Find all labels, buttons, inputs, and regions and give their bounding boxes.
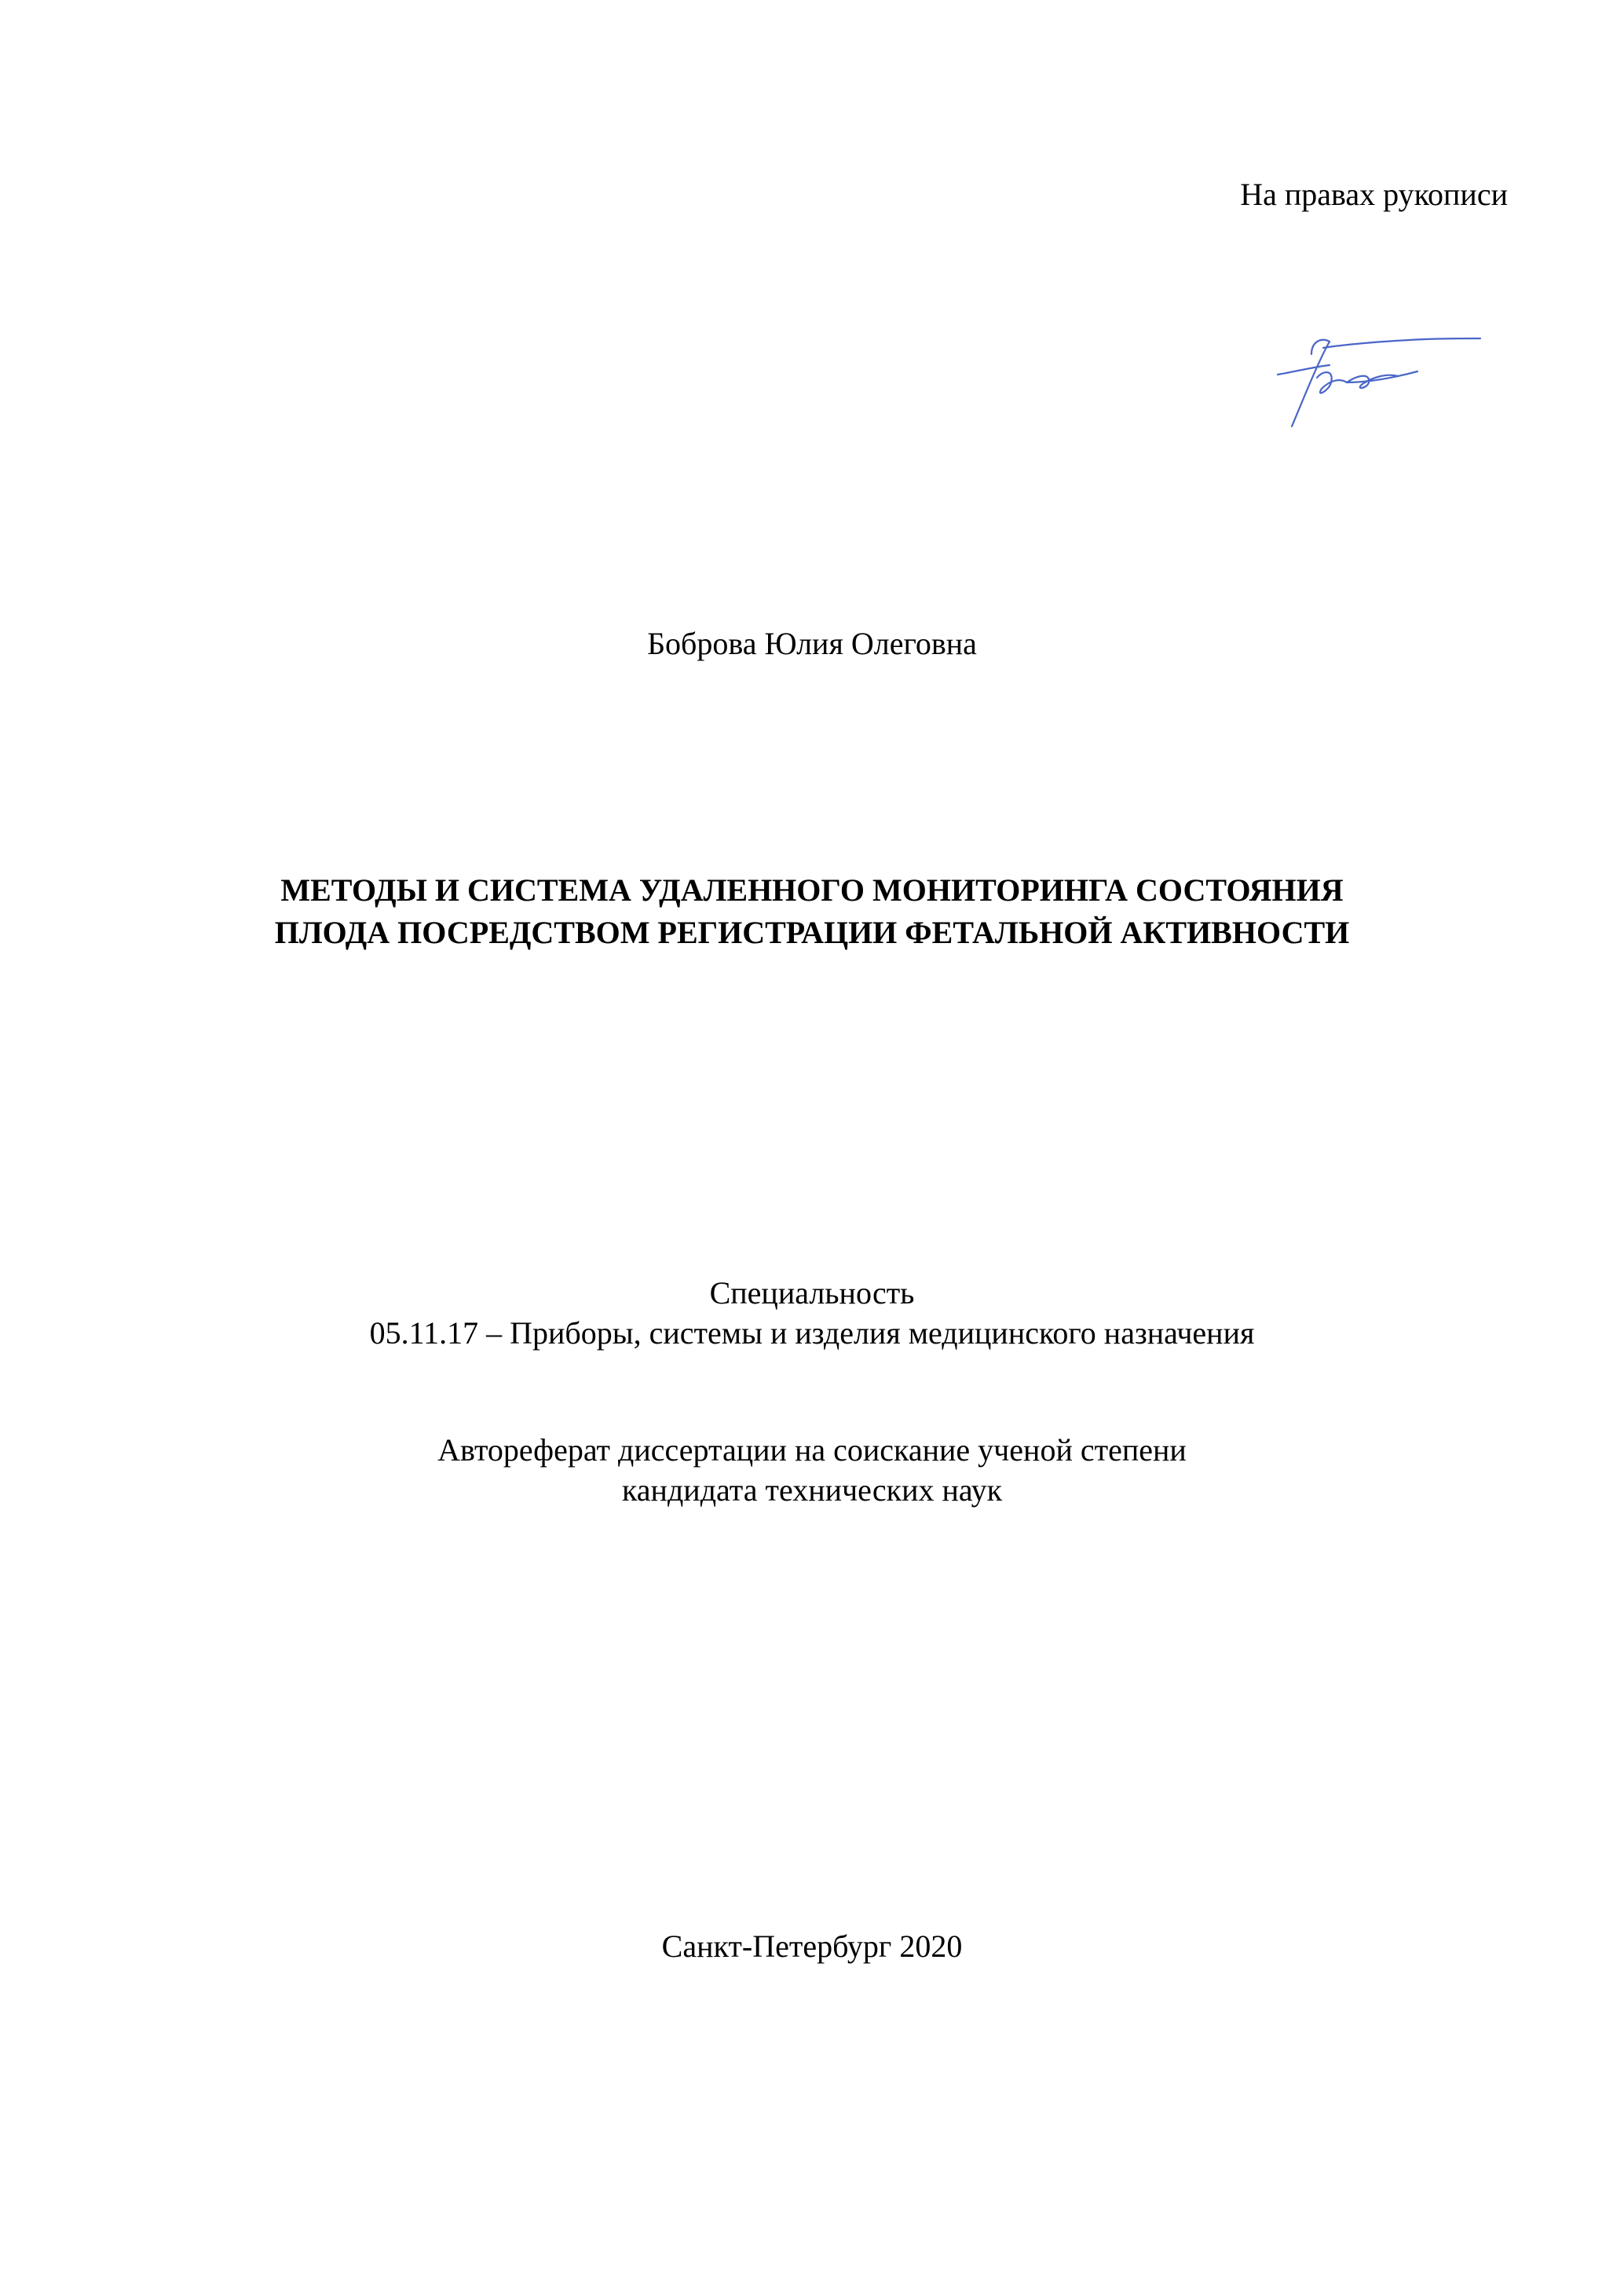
city-year: Санкт-Петербург 2020 — [661, 1929, 963, 1964]
specialty-code: 05.11.17 – Приборы, системы и изделия медицинского назначения — [369, 1315, 1255, 1351]
specialty-label: Специальность — [709, 1275, 915, 1311]
title-line-2: ПЛОДА ПОСРЕДСТВОМ РЕГИСТРАЦИИ ФЕТАЛЬНОЙ АКТИВНОСТИ — [274, 915, 1350, 950]
title-line-1: МЕТОДЫ И СИСТЕМА УДАЛЕННОГО МОНИТОРИНГА СОСТОЯНИЯ — [280, 872, 1344, 908]
author-name: Боброва Юлия Олеговна — [647, 626, 977, 661]
signature-icon — [1237, 326, 1488, 444]
rights-note: На правах рукописи — [1240, 177, 1508, 212]
abstract-line-2: кандидата технических наук — [621, 1472, 1003, 1508]
abstract-line-1: Автореферат диссертации на соискание ученой степени — [437, 1432, 1187, 1468]
dissertation-title — [0, 869, 1624, 954]
